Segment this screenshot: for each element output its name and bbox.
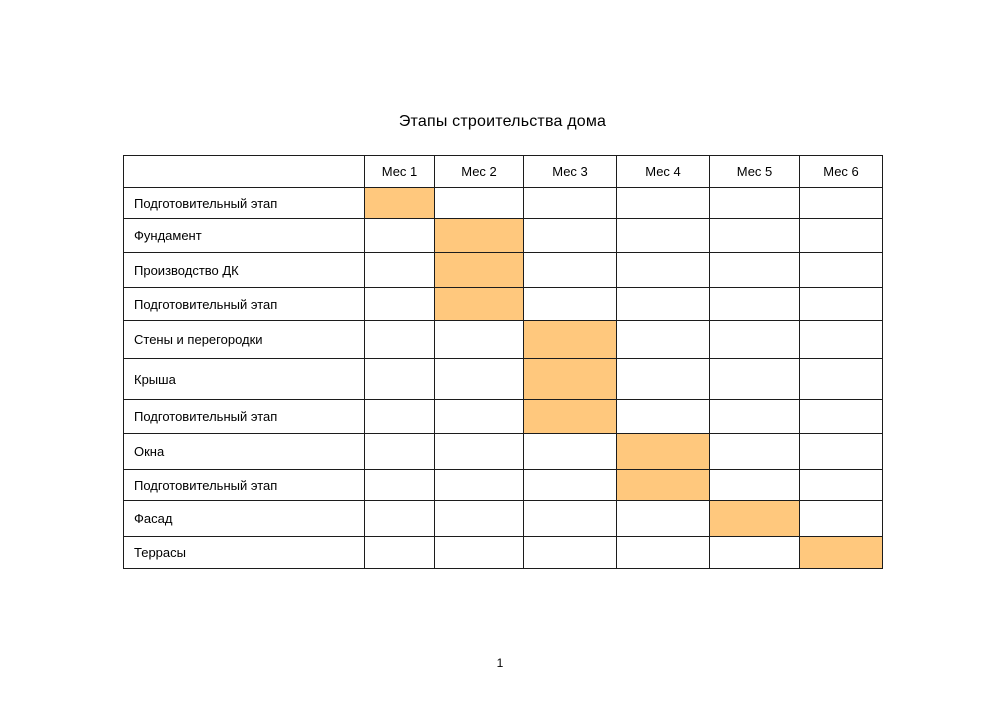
gantt-empty-cell [800,470,883,501]
stage-label: Подготовительный этап [124,400,365,434]
gantt-empty-cell [365,400,435,434]
month-header: Мес 4 [617,156,710,188]
gantt-empty-cell [524,188,617,219]
stage-label: Производство ДК [124,253,365,288]
gantt-empty-cell [435,400,524,434]
stage-label: Террасы [124,537,365,569]
gantt-row [124,359,883,400]
gantt-empty-cell [524,537,617,569]
gantt-empty-cell [800,434,883,470]
gantt-row [124,501,883,537]
gantt-row [124,537,883,569]
gantt-empty-cell [435,321,524,359]
month-header: Мес 2 [435,156,524,188]
gantt-empty-cell [524,253,617,288]
gantt-empty-cell [365,253,435,288]
gantt-empty-cell [617,537,710,569]
gantt-empty-cell [710,321,800,359]
gantt-empty-cell [365,501,435,537]
gantt-bar-cell [435,288,524,321]
gantt-bar-cell [435,219,524,253]
page-title: Этапы строительства дома [398,113,607,130]
gantt-empty-cell [524,501,617,537]
gantt-empty-cell [617,321,710,359]
gantt-empty-cell [617,219,710,253]
gantt-empty-cell [710,188,800,219]
gantt-empty-cell [710,359,800,400]
stage-label: Стены и перегородки [124,321,365,359]
gantt-bar-cell [710,501,800,537]
gantt-empty-cell [365,321,435,359]
month-header: Мес 1 [365,156,435,188]
gantt-empty-cell [617,288,710,321]
gantt-empty-cell [365,470,435,501]
gantt-empty-cell [710,253,800,288]
gantt-empty-cell [435,434,524,470]
gantt-empty-cell [435,501,524,537]
gantt-empty-cell [617,501,710,537]
gantt-empty-cell [710,288,800,321]
gantt-bar-cell [800,537,883,569]
gantt-row [124,400,883,434]
gantt-empty-cell [435,537,524,569]
gantt-bar-cell [617,470,710,501]
gantt-bar-cell [524,359,617,400]
gantt-bar-cell [365,188,435,219]
stage-label: Крыша [124,359,365,400]
gantt-empty-cell [435,188,524,219]
gantt-empty-cell [524,470,617,501]
gantt-empty-cell [800,288,883,321]
gantt-empty-cell [524,434,617,470]
month-header: Мес 6 [800,156,883,188]
page-number: 1 [496,656,504,670]
stage-label: Подготовительный этап [124,188,365,219]
gantt-empty-cell [524,219,617,253]
gantt-bar-cell [617,434,710,470]
gantt-empty-cell [365,537,435,569]
stage-label: Подготовительный этап [124,470,365,501]
gantt-empty-cell [710,470,800,501]
gantt-bar-cell [524,321,617,359]
gantt-empty-cell [800,253,883,288]
gantt-empty-cell [800,219,883,253]
gantt-row [124,470,883,501]
gantt-empty-cell [365,359,435,400]
gantt-row [124,253,883,288]
gantt-row [124,321,883,359]
gantt-empty-cell [435,359,524,400]
gantt-row [124,434,883,470]
gantt-bar-cell [435,253,524,288]
gantt-empty-cell [365,288,435,321]
gantt-empty-cell [365,219,435,253]
gantt-empty-cell [800,501,883,537]
gantt-row [124,219,883,253]
gantt-empty-cell [800,400,883,434]
stage-label: Подготовительный этап [124,288,365,321]
gantt-empty-cell [710,400,800,434]
month-header: Мес 3 [524,156,617,188]
gantt-bar-cell [524,400,617,434]
gantt-empty-cell [710,434,800,470]
gantt-empty-cell [800,188,883,219]
gantt-empty-cell [617,359,710,400]
gantt-empty-cell [800,321,883,359]
gantt-empty-cell [435,470,524,501]
stage-label: Фасад [124,501,365,537]
gantt-empty-cell [800,359,883,400]
stage-label: Окна [124,434,365,470]
gantt-row [124,188,883,219]
month-header: Мес 5 [710,156,800,188]
gantt-empty-cell [710,219,800,253]
gantt-empty-cell [617,400,710,434]
gantt-table [123,155,883,569]
stage-column-header [124,156,365,188]
gantt-empty-cell [710,537,800,569]
header-row [124,156,883,188]
gantt-empty-cell [524,288,617,321]
gantt-empty-cell [365,434,435,470]
gantt-row [124,288,883,321]
gantt-rows [124,188,883,569]
gantt-empty-cell [617,253,710,288]
stage-label: Фундамент [124,219,365,253]
gantt-empty-cell [617,188,710,219]
